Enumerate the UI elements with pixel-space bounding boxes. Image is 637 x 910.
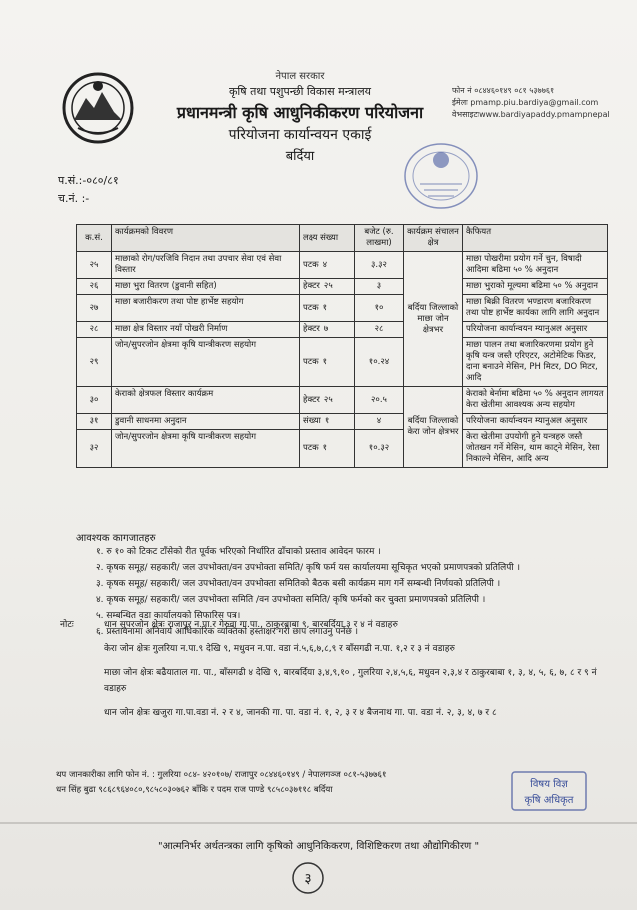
row-sn: ३१ (77, 414, 112, 430)
row-target (300, 387, 355, 414)
table-row (77, 414, 608, 430)
document-item: ३. कृषक समूह/ सहकारी/ जल उपभोक्ता/वन उपभोक्ता समितिको बैठक बसी कार्यक्रम माग गर्ने सम्बन्धी निर्णयको प्रतिलिपी । (96, 579, 501, 589)
row-target (300, 430, 355, 468)
page-number (290, 860, 326, 896)
row-budget: १०.३२ (355, 430, 404, 468)
table-row (77, 387, 608, 414)
footer-slogan: "आत्मनिर्भर अर्थतन्त्रका लागि कृषिको आधुनिकिकरण, विशिष्टिकरण तथा औद्योगिकीरण " (157, 841, 480, 852)
contact-info (56, 768, 386, 798)
document-item: २. कृषक समूह/ सहकारी/ जल उपभोक्ता/वन उपभोक्ता समिति/ कृषि फर्म यस कार्यालयमा सूचिकृत भएको प्रमाणपत्रको प्रतिलिपी । (96, 563, 520, 573)
table-row (77, 338, 608, 387)
stamp-text-1: विषय विज्ञ (530, 779, 568, 790)
row-remark: माछा बिक्री वितरण भण्डारण बजारिकरण तथा पोष्ट हार्भेष्ट कार्यका लागि लागि अनुदान (463, 295, 608, 322)
unit-name: परियोजना कार्यान्वयन एकाई (228, 127, 372, 143)
contact-web: वेभसाइटःwww.bardiyapaddy.pmampnepal (452, 110, 610, 119)
row-area: बर्दिया जिल्लाको केरा जोन क्षेत्रभर (404, 387, 463, 468)
col-target: लक्ष्य संख्या (300, 225, 355, 252)
row-target (300, 338, 355, 387)
page-number-text: ३ (304, 871, 312, 887)
row-description: डुवानी साधनमा अनुदान (112, 414, 300, 430)
contact-phone: फोन नं ०८४४६०१४९ ०८१ ५३७७६१ (452, 86, 555, 95)
ministry-name: कृषि तथा पशुपन्छी विकास मन्त्रालय (228, 85, 372, 98)
row-target-unit: हेक्टर (303, 324, 320, 334)
row-remark: माछा भुराको मूल्यमा बढिमा ५० % अनुदान (463, 279, 608, 295)
info-phone-line: थप जानकारीका लागि फोन नं. : गुलरिया ०८४- ४२०१०७/ राजापुर ०८४४६०१४९ / नेपालगञ्ज ०८१-५३७७६१ (56, 770, 387, 780)
row-sn: २९ (77, 338, 112, 387)
note-paddy-zone: धान जोन क्षेत्रः खजुरा गा.पा.वडा नं. २ र ४, जानकी गा. पा. वडा नं. १, २, ३ र ४ बैजनाथ गा. पा. वडा नं. २, ३, ४, ७ र ८ (104, 708, 497, 718)
col-budget: बजेट (रु. लाखमा) (355, 225, 404, 252)
row-target-value: ७ (323, 324, 329, 334)
row-remark: केरा खेतीमा उपयोगी हुने यन्त्रहरु जस्तै जोतखन गर्ने मेसिन, थाम काट्ने मेसिन, रेसा निकाल्ने मेसिन, आदि अन्य (463, 430, 608, 468)
col-area: कार्यक्रम संचालन क्षेत्र (404, 225, 463, 252)
note-block (60, 617, 620, 729)
row-target (300, 295, 355, 322)
row-target-value: २५ (323, 394, 333, 405)
row-target-unit: हेक्टर (303, 281, 320, 291)
row-sn: २७ (77, 295, 112, 322)
table-row (77, 252, 608, 279)
row-budget: १० (355, 295, 404, 322)
nepal-emblem-logo (58, 68, 138, 148)
row-target-unit: पटक (303, 443, 319, 453)
dispatch-number: च.नं. :- (58, 192, 90, 205)
footer-divider (0, 822, 637, 824)
row-remark: परियोजना कार्यान्वयन म्यानुअल अनुसार (463, 414, 608, 430)
row-description: माछा बजारीकरण तथा पोष्ट हार्भेष्ट सहयोग (112, 295, 300, 322)
note-label: नोटः (60, 620, 74, 630)
row-budget: ३ (355, 279, 404, 295)
row-target (300, 252, 355, 279)
col-sn: क.सं. (77, 225, 112, 252)
row-target-unit: पटक (303, 356, 319, 367)
row-budget: ३.३२ (355, 252, 404, 279)
row-description: केराको क्षेत्रफल विस्तार कार्यक्रम (112, 387, 300, 414)
row-target-value: १ (322, 302, 328, 313)
row-target-unit: पटक (303, 302, 319, 313)
documents-title: आवश्यक कागजातहरु (76, 533, 156, 544)
row-description: माछाको रोग/परजिवि निदान तथा उपचार सेवा एवं सेवा विस्तार (112, 252, 300, 279)
row-budget: ४ (355, 414, 404, 430)
office-stamp (402, 140, 480, 212)
program-table (76, 224, 608, 468)
row-remark: परियोजना कार्यान्वयन म्यानुअल अनुसार (463, 322, 608, 338)
project-name: प्रधानमन्त्री कृषि आधुनिकीकरण परियोजना (176, 103, 424, 122)
row-sn: ३२ (77, 430, 112, 468)
row-budget: १०.२४ (355, 338, 404, 387)
contact-email: ईमेलः pmamp.piu.bardiya@gmail.com (452, 98, 599, 107)
govt-name: नेपाल सरकार (275, 71, 325, 82)
row-description: जोन/सुपरजोन क्षेत्रमा कृषि यान्त्रीकरण सहयोग (112, 430, 300, 468)
note-paddy-superzone: धान सुपरजोन क्षेत्रः राजापुर न.पा.र गेरुवा गा.पा., ठाकुरबाबा ९, बारबर्दिया ३ र ४ नं वडाहरु (104, 620, 398, 630)
row-target (300, 414, 355, 430)
district-name: बर्दिया (285, 149, 315, 164)
row-target-unit: संख्या (303, 416, 321, 426)
row-target-value: २५ (323, 281, 333, 291)
row-target-unit: हेक्टर (303, 394, 320, 405)
row-sn: २८ (77, 322, 112, 338)
table-row (77, 295, 608, 322)
row-target (300, 279, 355, 295)
row-description: जोन/सुपरजोन क्षेत्रमा कृषि यान्त्रीकरण सहयोग (112, 338, 300, 387)
contact-block (452, 85, 610, 121)
row-area: बर्दिया जिल्लाको माछा जोन क्षेत्रभर (404, 252, 463, 387)
row-target-value: १ (324, 416, 330, 426)
row-target-value: १ (322, 443, 328, 453)
stamp-text-2: कृषि अधिकृत (524, 795, 574, 806)
row-remark: माछा पोखरीमा प्रयोग गर्ने चुन, विषादी आदिमा बढिमा ५० % अनुदान (463, 252, 608, 279)
row-budget: २०.५ (355, 387, 404, 414)
row-sn: ३० (77, 387, 112, 414)
row-sn: २५ (77, 252, 112, 279)
table-row (77, 430, 608, 468)
col-description: कार्यक्रमको विवरण (112, 225, 300, 252)
note-fish-zone: माछा जोन क्षेत्रः बढैयाताल गा. पा., बाँसगढी ४ देखि ९, बारबर्दिया ३,४,९,१० , गुलरिया २,४,५,६, मधुवन २,३,४ र ठाकुरबाबा १, ३, ४, ५, ६, ७, ८ र ९ नं वडाहरु (104, 668, 597, 694)
reference-number: प.सं.:-०८०/८१ (58, 174, 119, 187)
table-header-row (77, 225, 608, 252)
row-target-value: १ (322, 356, 328, 367)
row-target-value: ४ (322, 259, 328, 270)
document-item: ४. कृषक समूह/ सहकारी/ जल उपभोक्ता समिति /वन उपभोक्ता समिति/ कृषि फर्मको कर चुक्ता प्रमाणपत्रको प्रतिलिपी । (96, 595, 486, 605)
table-row (77, 279, 608, 295)
document-item: ५. सम्बन्धित वडा कार्यालयको सिफारिस पत्र। (96, 611, 241, 621)
row-target-unit: पटक (303, 259, 319, 270)
row-description: माछा भुरा वितरण (डुवानी सहित) (112, 279, 300, 295)
officer-stamp (510, 770, 588, 812)
row-remark: माछा पालन तथा बजारिकरणमा प्रयोग हुने कृषि यन्त्र जस्तै एरिएटर, अटोमेटिक फिडर, दाना बनाउने मेसिन, PH मिटर, DO मिटर, आदि (463, 338, 608, 387)
row-target (300, 322, 355, 338)
info-person-line: धन सिंह बुढा ९८६८९६४०८०,९८५८०३०७६२ बाँकि र पदम राज पाण्डे ९८५८०३७११८ बर्दिया (56, 785, 333, 795)
note-banana-zone: केरा जोन क्षेत्रः गुलरिया न.पा.९ देखि ९, मधुवन न.पा. वडा नं.५,६,७,८,९ र बाँसगढी न.पा. १,२ र ३ नं वडाहरु (104, 644, 455, 654)
row-budget: २८ (355, 322, 404, 338)
row-description: माछा क्षेत्र विस्तार नयाँ पोखरी निर्माण (112, 322, 300, 338)
document-item: ६. प्रस्तावनामा अनिवार्य आधिकारिक व्यक्तिको हस्ताक्षर गरी छाप लगाउनु पर्नेछ । (96, 627, 359, 637)
row-remark: केराको बेर्नामा बढिमा ५० % अनुदान लागयत केरा खेतीमा आवश्यक अन्य सहयोग (463, 387, 608, 414)
table-row (77, 322, 608, 338)
document-item: १. रु १० को टिकट टाँसेको रीत पूर्वक भरिएको निर्धारित ढाँचाको प्रस्ताव आवेदन फारम । (96, 547, 381, 557)
col-remarks: कैफियत (463, 225, 608, 252)
row-sn: २६ (77, 279, 112, 295)
